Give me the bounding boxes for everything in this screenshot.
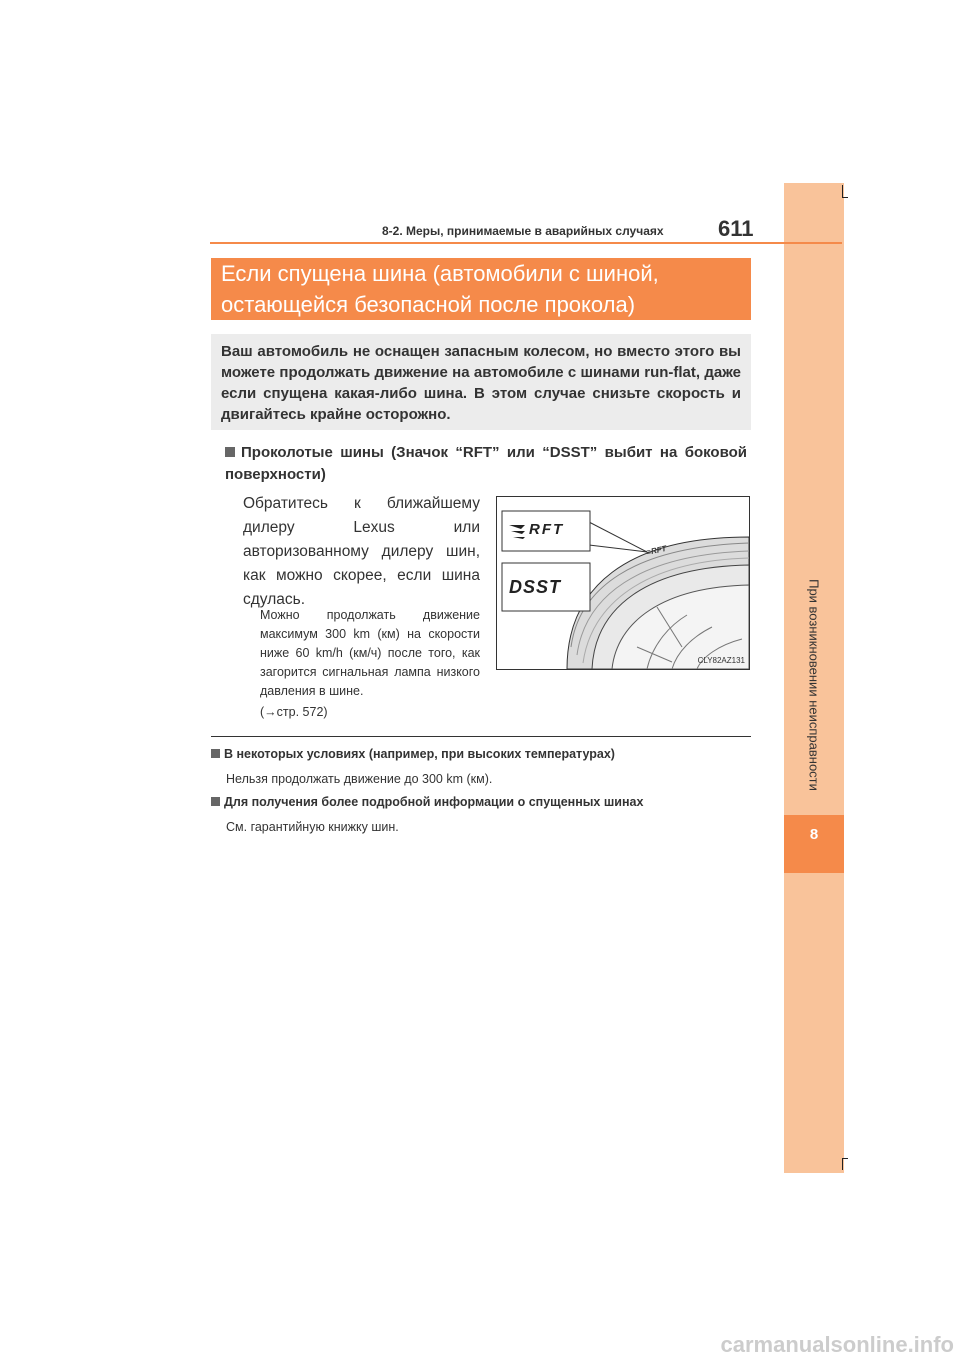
title-line-2: остающейся безопасной после прокола): [221, 292, 636, 317]
crop-mark: [842, 185, 843, 197]
dsst-logo: DSST: [509, 577, 562, 597]
footnote-separator: [211, 736, 751, 737]
page-title: [211, 258, 751, 320]
section-title: 8-2. Меры, принимаемые в аварийных случаях: [382, 224, 664, 238]
title-line-1: Если спущена шина (автомобили с шиной,: [221, 261, 659, 286]
rft-logo: RFT: [529, 521, 565, 538]
header-rule: [210, 242, 842, 244]
footnote-text-1: Нельзя продолжать движение до 300 km (км).: [226, 772, 493, 786]
footnote-heading-1: В некоторых условиях (например, при высоких температурах): [211, 747, 615, 761]
intro-text: Ваш автомобиль не оснащен запасным колесом, но вместо этого вы можете продолжать движение на автомобиле с шинами run-flat, даже если спущена какая-либо шина. В этом случае снизьте скорость и двигайтесь крайне осторожно.: [221, 343, 741, 423]
page-number: 611: [718, 216, 754, 241]
tire-illustration: [496, 496, 750, 670]
bullet-square-icon: [211, 797, 220, 806]
page-reference: (→стр. 572): [260, 705, 328, 719]
footnote-text-2: См. гарантийную книжку шин.: [226, 820, 399, 834]
subheading: [225, 442, 747, 486]
sidewall-rft-mark: ≡RFT: [645, 543, 668, 557]
chapter-label: При возникновении неисправности: [806, 579, 822, 791]
note-text: Можно продолжать движение максимум 300 km (км) на скорости ниже 60 km/h (км/ч) после того, как загорится сигнальная лампа низкого давления в шине.: [260, 608, 480, 698]
crop-mark: [842, 1158, 843, 1170]
figure-code: CLY82AZ131: [697, 656, 745, 665]
watermark: carmanualsonline.info: [720, 1332, 954, 1357]
crop-mark: [842, 1158, 848, 1159]
crop-mark: [842, 197, 848, 198]
chapter-number: 8: [809, 826, 819, 843]
subheading-text: Проколотые шины (Значок “RFT” или “DSST” выбит на боковой поверхности): [225, 444, 747, 483]
bullet-square-icon: [225, 447, 235, 457]
chapter-tab-active: [784, 815, 844, 873]
bullet-square-icon: [211, 749, 220, 758]
footnote-heading-2: Для получения более подробной информации о спущенных шинах: [211, 795, 643, 809]
body-text: Обратитесь к ближайшему дилеру Lexus или авторизованному дилеру шин, как можно скорее, если шина сдулась.: [243, 495, 480, 608]
intro-box: [211, 334, 751, 430]
